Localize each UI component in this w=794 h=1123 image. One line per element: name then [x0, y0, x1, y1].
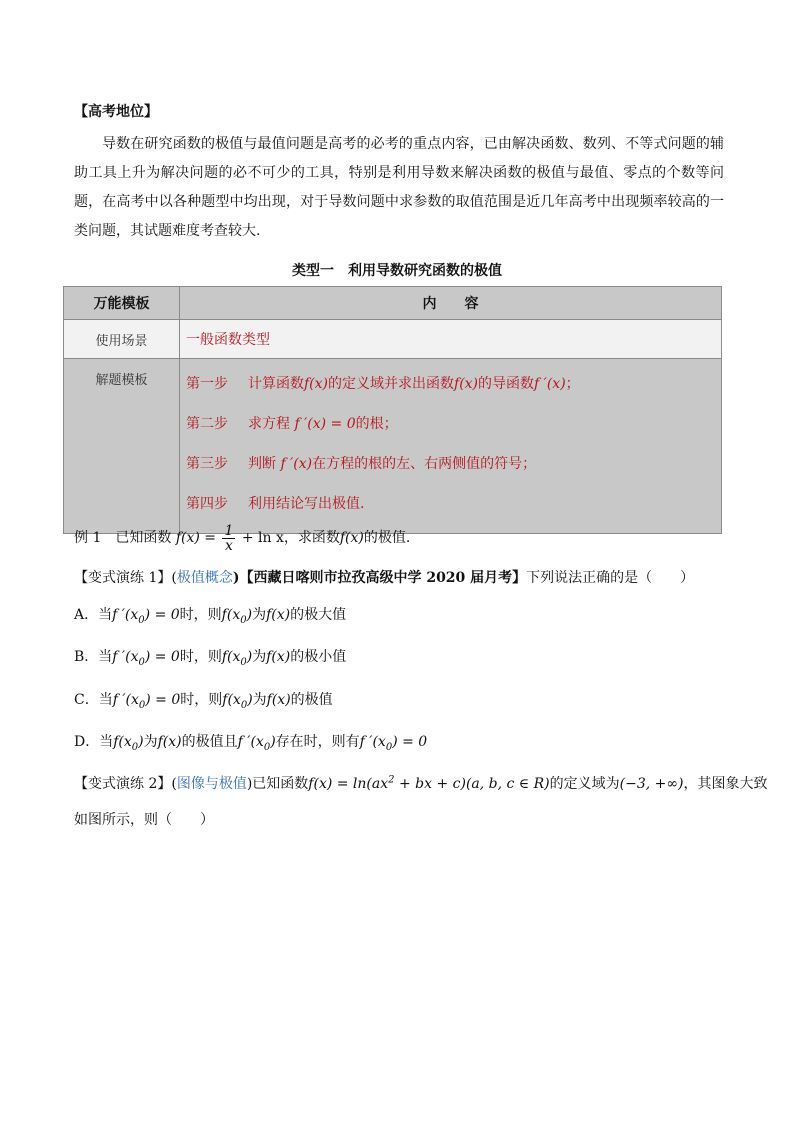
scenario-label: 使用场景	[64, 320, 180, 359]
fraction: $\frac{1}{x}$	[224, 522, 234, 554]
math-fprime: f ′(x)	[534, 376, 566, 392]
step-label: 第四步	[186, 496, 228, 512]
drill-2-title: 【变式演练 2】(图像与极值)已知函数$f(x) = \ln(ax^2$ + bx + c)(a, b, c ∈ R)的定义域为(−3, +∞)，其图象大致	[74, 774, 768, 792]
step-label: 第二步	[186, 416, 228, 432]
table-row-template	[64, 359, 722, 534]
step-label: 第三步	[186, 456, 228, 472]
header-content: 内 容	[180, 287, 722, 320]
scenario-content: 一般函数类型	[180, 320, 722, 359]
step-list	[186, 360, 720, 532]
drill-topic: 图像与极值	[176, 776, 247, 792]
header-template: 万能模板	[64, 287, 180, 320]
drill-1-title: 【变式演练 1】(极值概念)【西藏日喀则市拉孜高级中学 2020 届月考】下列说法正确的是（ ）	[74, 570, 695, 586]
step-item: 第三步 判断 f ′(x)在方程的根的左、右两侧值的符号；	[186, 452, 720, 492]
option-c: C．当f $'(x_0) = 0$时，则$f(x_0)$为f(x)的极值	[74, 692, 333, 711]
template-content	[180, 359, 722, 534]
math-fprime: f ′(x)	[280, 456, 313, 472]
example-1: 例 1 已知函数 f(x) = $\frac{1}{x}$ + ln x，求函数f(x)的极值.	[74, 522, 411, 554]
option-b: B．当f $'(x_0) = 0$时，则$f(x_0)$为f(x)的极小值	[74, 649, 347, 668]
table-header-row	[64, 287, 722, 320]
option-d: D．当$f(x_0)$为f(x)的极值且f $'(x_0)$存在时，则有f $'(x_0) = 0$	[74, 734, 428, 753]
step-item: 第四步 利用结论写出极值.	[186, 492, 720, 532]
intro-paragraph: 导数在研究函数的极值与最值问题是高考的必考的重点内容，已由解决函数、数列、不等式问题的辅助工具上升为解决问题的必不可少的工具，特别是利用导数来解决函数的极值与最值、零点的个数等问题，在高考中以各种题型中均出现，对于导数问题中求参数的取值范围是近几年高考中出现频率较高的一类问题，其试题难度考查较大.	[74, 136, 724, 239]
template-table	[63, 286, 722, 534]
template-label: 解题模板	[64, 359, 180, 534]
step-item: 第一步 计算函数f(x)的定义域并求出函数f(x)的导函数f ′(x)；	[186, 372, 720, 412]
math-equation: f ′(x) = 0	[294, 416, 356, 432]
option-a: A．当f $'(x_0) = 0$时，则$f(x_0)$为f(x)的极大值	[74, 607, 347, 626]
drill-topic: 极值概念	[176, 570, 233, 586]
step-label: 第一步	[186, 376, 228, 392]
step-item: 第二步 求方程 f ′(x) = 0的根；	[186, 412, 720, 452]
type-title: 类型一 利用导数研究函数的极值	[292, 263, 502, 279]
table-row-scenario	[64, 320, 722, 359]
section-heading: 【高考地位】	[74, 104, 158, 120]
drill-2-continuation: 如图所示，则（ ）	[74, 812, 214, 828]
math-fx: f(x)	[304, 376, 329, 392]
math-fx: f(x)	[454, 376, 479, 392]
